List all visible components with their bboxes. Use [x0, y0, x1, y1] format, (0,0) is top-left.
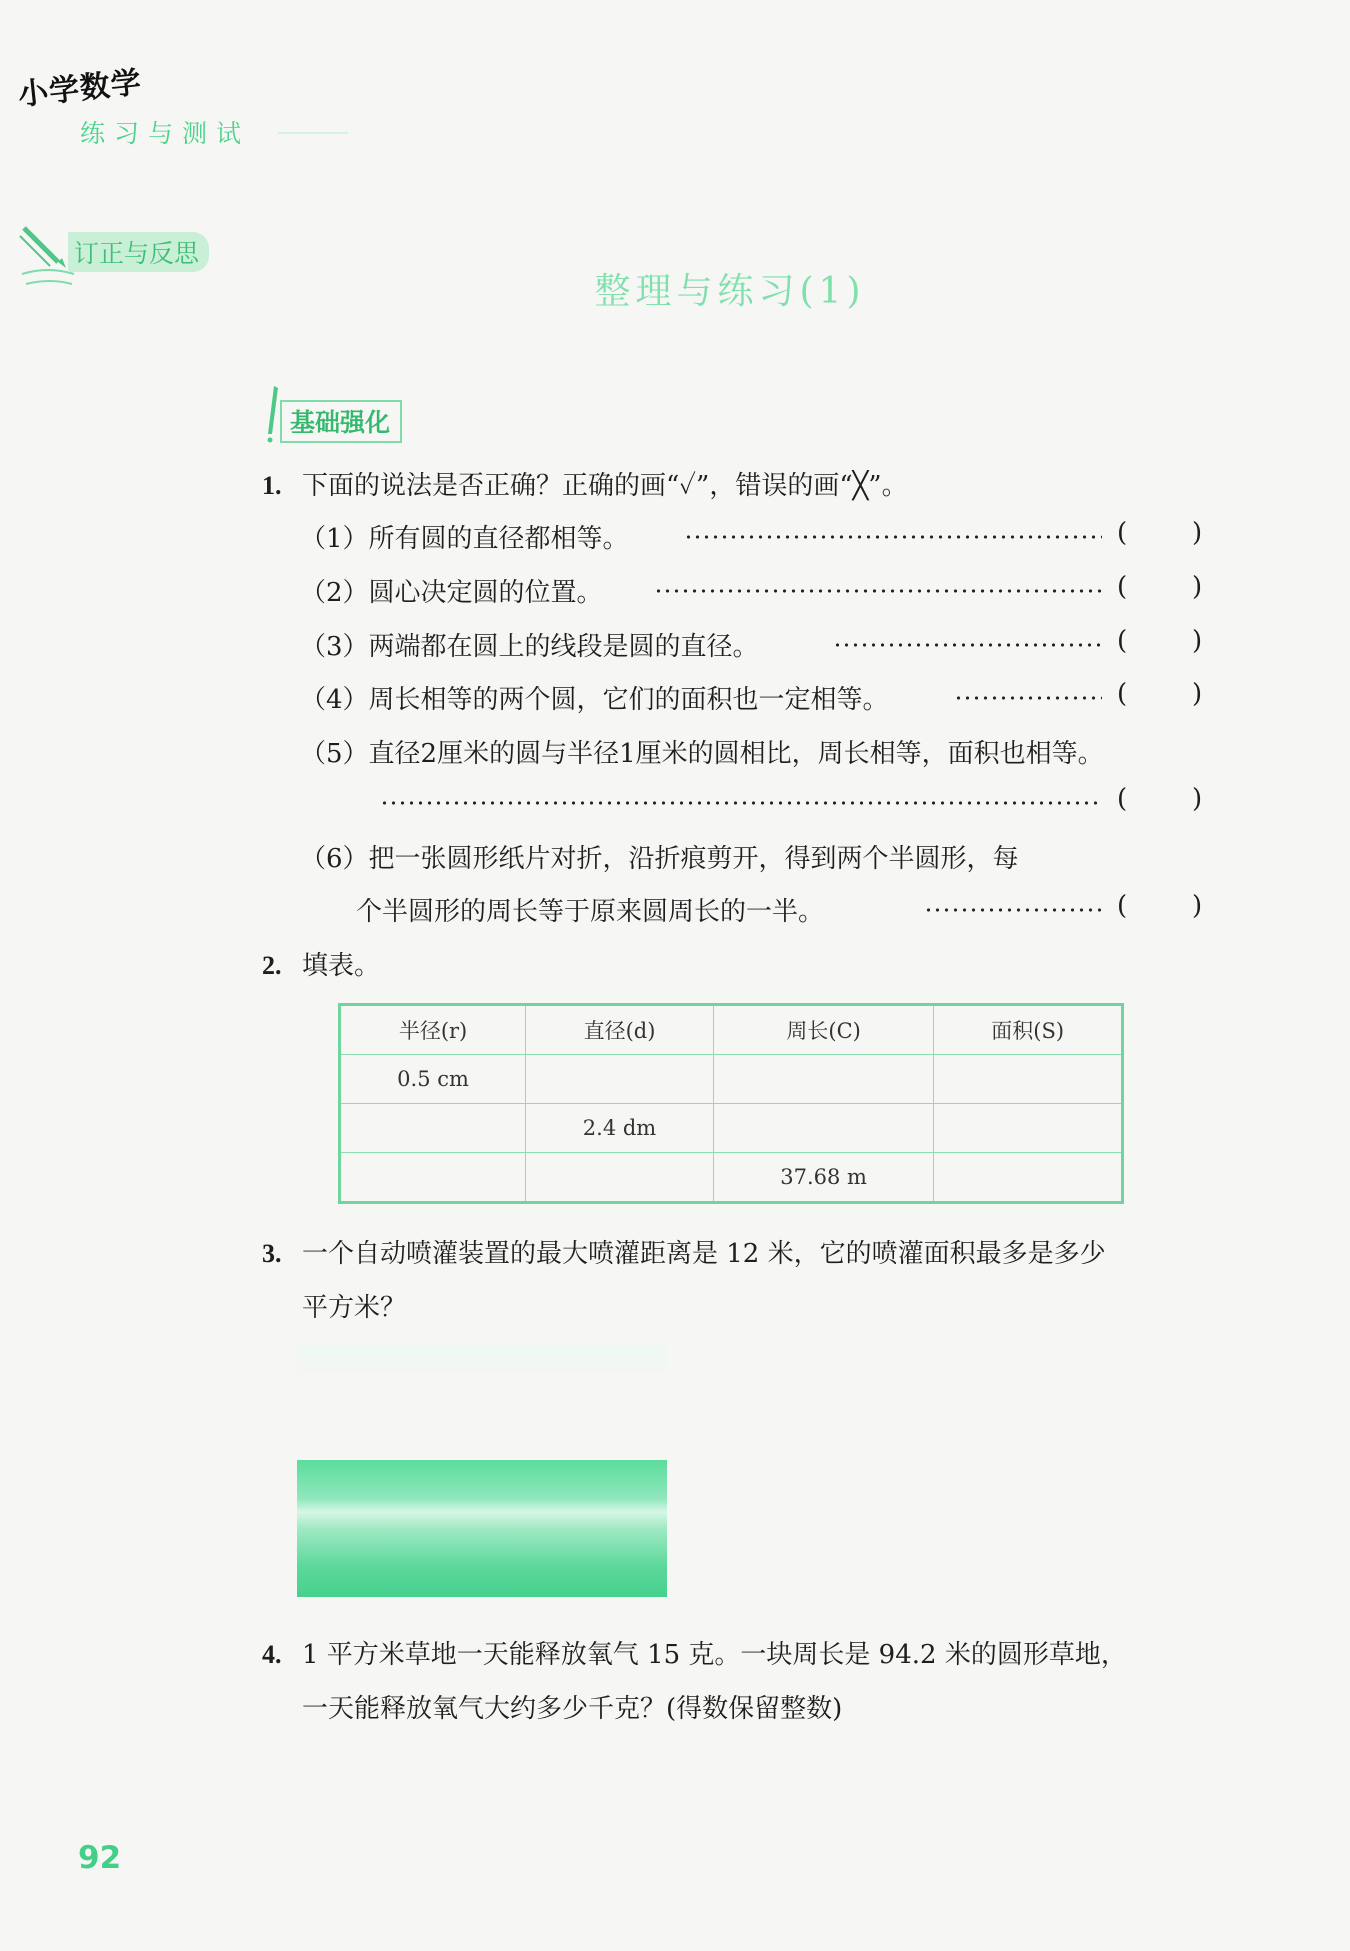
answer-paren-open: (	[1117, 679, 1128, 709]
question-4-line2: 一天能释放氧气大约多少千克？(得数保留整数)	[302, 1694, 843, 1724]
answer-paren-open: (	[1117, 891, 1128, 921]
table-cell-blank[interactable]	[713, 1104, 933, 1153]
fill-in-table	[338, 1003, 1124, 1204]
table-cell-blank[interactable]	[934, 1055, 1123, 1104]
photo-top-faded	[297, 1345, 667, 1375]
answer-paren-close: )	[1192, 518, 1203, 548]
page-number: 92	[78, 1840, 122, 1876]
question-prompt: 填表。	[302, 951, 381, 981]
section-label: 基础强化	[280, 400, 402, 443]
table-cell-blank[interactable]	[934, 1153, 1123, 1203]
table-row	[340, 1104, 1123, 1153]
answer-paren-open: (	[1117, 626, 1128, 656]
question-prompt: 下面的说法是否正确？正确的画“✓”，错误的画“╳”。	[302, 471, 908, 501]
answer-paren-close: )	[1192, 784, 1203, 814]
header-area: 面积(S)	[934, 1005, 1123, 1055]
table-cell-blank[interactable]	[340, 1104, 526, 1153]
question-2	[262, 945, 380, 982]
table-cell: 37.68 m	[713, 1153, 933, 1203]
answer-paren-open: (	[1117, 784, 1128, 814]
answer-paren-close: )	[1192, 891, 1203, 921]
leader-dots	[833, 643, 1102, 647]
table-cell-blank[interactable]	[526, 1153, 714, 1203]
page-title: 整理与练习(1)	[594, 271, 866, 312]
leader-dots	[654, 589, 1102, 593]
leader-dots	[380, 801, 1102, 805]
header-diameter: 直径(d)	[526, 1005, 714, 1055]
table-cell-blank[interactable]	[340, 1153, 526, 1203]
header-circumference: 周长(C)	[713, 1005, 933, 1055]
sprinkler-lawn-photo	[297, 1460, 667, 1597]
table-cell: 2.4 dm	[526, 1104, 714, 1153]
table-cell-blank[interactable]	[934, 1104, 1123, 1153]
brand-underline	[278, 132, 348, 134]
question-1	[262, 465, 908, 502]
leader-dots	[684, 535, 1102, 539]
brand-title: 小学数学	[16, 65, 144, 113]
statement-3: （3）两端都在圆上的线段是圆的直径。	[300, 632, 759, 662]
answer-paren-close: )	[1192, 626, 1203, 656]
table-cell-blank[interactable]	[713, 1055, 933, 1104]
margin-tag-label: 订正与反思	[68, 232, 209, 272]
brush-icon	[262, 384, 282, 444]
question-number: 1.	[262, 471, 282, 500]
question-number: 2.	[262, 951, 282, 980]
answer-paren-open: (	[1117, 572, 1128, 602]
question-number: 4.	[262, 1640, 282, 1669]
statement-2: （2）圆心决定圆的位置。	[300, 578, 603, 608]
leader-dots	[924, 908, 1102, 912]
answer-paren-close: )	[1192, 679, 1203, 709]
header-radius: 半径(r)	[340, 1005, 526, 1055]
statement-6-continued: 个半圆形的周长等于原来圆周长的一半。	[356, 897, 825, 927]
statement-6: （6）把一张圆形纸片对折，沿折痕剪开，得到两个半圆形，每	[300, 844, 1019, 874]
brand-subtitle: 练习与测试	[80, 119, 251, 148]
question-number: 3.	[262, 1239, 282, 1268]
table-cell: 0.5 cm	[340, 1055, 526, 1104]
brand	[16, 65, 251, 148]
table-header-row	[340, 1005, 1123, 1055]
question-3	[262, 1233, 1106, 1270]
answer-paren-open: (	[1117, 518, 1128, 548]
question-4	[262, 1634, 1127, 1671]
leader-dots	[954, 696, 1102, 700]
question-3-line2: 平方米？	[302, 1293, 407, 1323]
statement-5: （5）直径2厘米的圆与半径1厘米的圆相比，周长相等，面积也相等。	[300, 739, 1104, 769]
table-row	[340, 1055, 1123, 1104]
question-text-line1: 一个自动喷灌装置的最大喷灌距离是 12 米，它的喷灌面积最多是多少	[302, 1239, 1106, 1269]
answer-paren-close: )	[1192, 572, 1203, 602]
statement-4: （4）周长相等的两个圆，它们的面积也一定相等。	[300, 685, 889, 715]
table-cell-blank[interactable]	[526, 1055, 714, 1104]
table-row	[340, 1153, 1123, 1203]
statement-1: （1）所有圆的直径都相等。	[300, 524, 629, 554]
question-text-line1: 1 平方米草地一天能释放氧气 15 克。一块周长是 94.2 米的圆形草地，	[302, 1640, 1127, 1670]
